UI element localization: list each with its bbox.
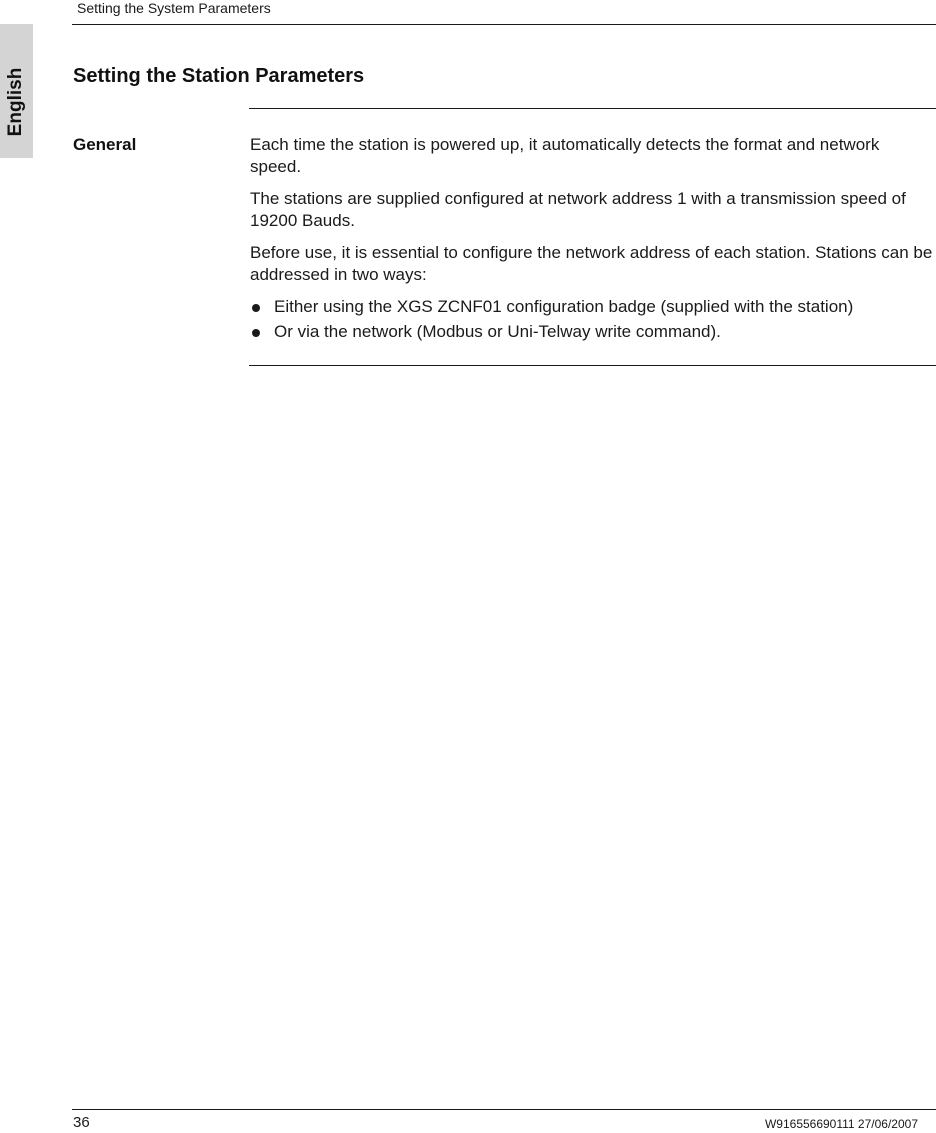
section-label: General (73, 135, 137, 154)
bullet-dot-icon (252, 329, 260, 337)
bullet-text: Either using the XGS ZCNF01 configuration badge (supplied with the station) (274, 297, 854, 316)
header-divider (72, 24, 936, 25)
bullet-text: Or via the network (Modbus or Uni-Telway write command). (274, 322, 721, 341)
bullet-item (250, 296, 934, 318)
section-body (250, 134, 934, 346)
paragraph: The stations are supplied configured at network address 1 with a transmission speed of 19200 Bauds. (250, 189, 906, 230)
running-header: Setting the System Parameters (77, 0, 271, 16)
bullet-list (250, 296, 934, 343)
document-reference: W916556690111 27/06/2007 (764, 1117, 918, 1131)
footer-divider (72, 1109, 936, 1110)
page-number: 36 (73, 1114, 90, 1131)
paragraph: Before use, it is essential to configure the network address of each station. Stations can be addressed in two ways: (250, 243, 933, 284)
bullet-item (250, 321, 934, 343)
section-top-divider (249, 108, 936, 109)
bullet-dot-icon (252, 304, 260, 312)
language-tab (0, 24, 33, 158)
section-bottom-divider (249, 365, 936, 366)
language-tab-label: English (5, 67, 26, 137)
paragraph: Each time the station is powered up, it automatically detects the format and network speed. (250, 135, 880, 176)
page-title: Setting the Station Parameters (73, 65, 365, 87)
